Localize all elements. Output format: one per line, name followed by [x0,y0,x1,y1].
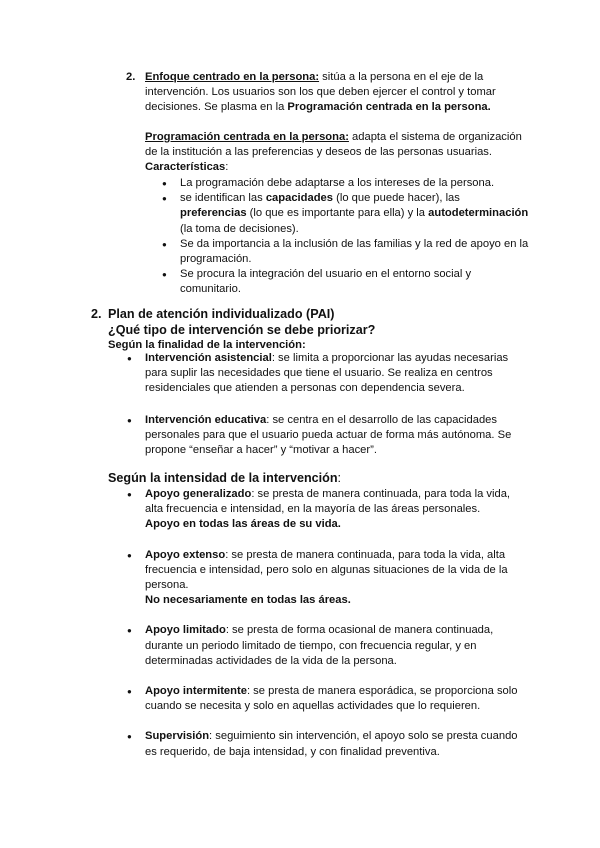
intensidad-heading: Según la intensidad de la intervención: [108,471,342,485]
section-pai [91,306,551,338]
list-item: ● Apoyo limitado: se presta de forma ocasional de manera continuada, durante un periodo limitado de tiempo, con frecuencia regular, y en determinadas actividades de la vida de la persona. [127,624,494,667]
finalidad-heading: Según la finalidad de la intervención: [108,339,306,351]
enfoque-line-2: intervención. Los usuarios son los que deben ejercer el control y tomar [145,86,496,99]
enfoque-title: Enfoque centrado en la persona: [145,71,320,83]
list-item: ● La programación debe adaptarse a los intereses de la persona. [162,176,542,191]
prog-title: Programación centrada en la persona: [145,131,349,143]
bullet-icon: ● [162,239,167,249]
bullet-icon: ● [162,179,167,188]
bullet-icon: ● [127,550,132,560]
bullet-icon: ● [127,687,132,697]
bullet-icon: ● [162,194,167,204]
list-item: ● Apoyo generalizado: se presta de manera continuada, para toda la vida, alta frecuencia e intensidad, en la mayoría de las áreas personales. Apoyo en todas las áreas de su vida. [127,488,511,531]
bullet-icon: ● [162,270,167,280]
list-number: 2. [91,307,102,321]
enfoque-line-3: decisiones. Se plasma en la Programación centrada en la persona. [145,101,491,114]
list-item: ● Apoyo extenso: se presta de manera continuada, para toda la vida, alta frecuencia e intensidad, pero solo en algunas situaciones de la vida de la persona. No necesariamente en todas las áreas. [127,548,508,607]
bullet-icon: ● [127,490,132,499]
list-item: ● Supervisión: seguimiento sin intervención, el apoyo solo se presta cuando es requerido, de baja intensidad, y con finalidad preventiva. [127,730,518,758]
caracteristicas-heading: Características: [145,161,229,174]
bullet-icon: ● [127,415,132,425]
section-enfoque [126,70,546,116]
list-item: ● Intervención educativa: se centra en el desarrollo de las capacidades personales para que el usuario pueda actuar de forma más autónoma. Se propone “enseñar a hacer” y “motivar a hacer”. [127,413,512,457]
prog-line-1: Programación centrada en la persona: adapta el sistema de organización [145,131,522,143]
pai-question: ¿Qué tipo de intervención se debe priorizar? [108,323,376,337]
list-item: ● Se procura la integración del usuario en el entorno social y comunitario. [162,268,472,296]
prog-line-2: de la institución a las preferencias y deseos de las personas usuarias. [145,146,493,159]
intensidad-list [127,487,547,760]
enfoque-line-1: Enfoque centrado en la persona: sitúa a la persona en el eje de la [145,71,484,83]
list-item: ● Se da importancia a la inclusión de las familias y la red de apoyo en la programación. [162,237,529,266]
bullet-icon: ● [127,732,132,742]
finalidad-list [127,351,547,458]
bullet-icon: ● [127,354,132,363]
list-item: ● Intervención asistencial: se limita a proporcionar las ayudas necesarias para suplir las necesidades que tiene el usuario. Se realiza en centros residenciales que atienden a personas con dependencia severa. [127,352,509,395]
pai-title: Plan de atención individualizado (PAI) [108,307,335,321]
bullet-icon: ● [127,626,132,636]
caracteristicas-list [162,176,542,298]
list-item: ● se identifican las capacidades (lo que puede hacer), las preferencias (lo que es importante para ella) y la autodeterminación (la toma de decisiones). [162,192,529,235]
list-item: ● Apoyo intermitente: se presta de manera esporádica, se proporciona solo cuando se necesita y solo en aquellas actividades que lo requieren. [127,685,518,713]
section-programacion [145,130,555,176]
list-number: 2. [126,71,136,83]
